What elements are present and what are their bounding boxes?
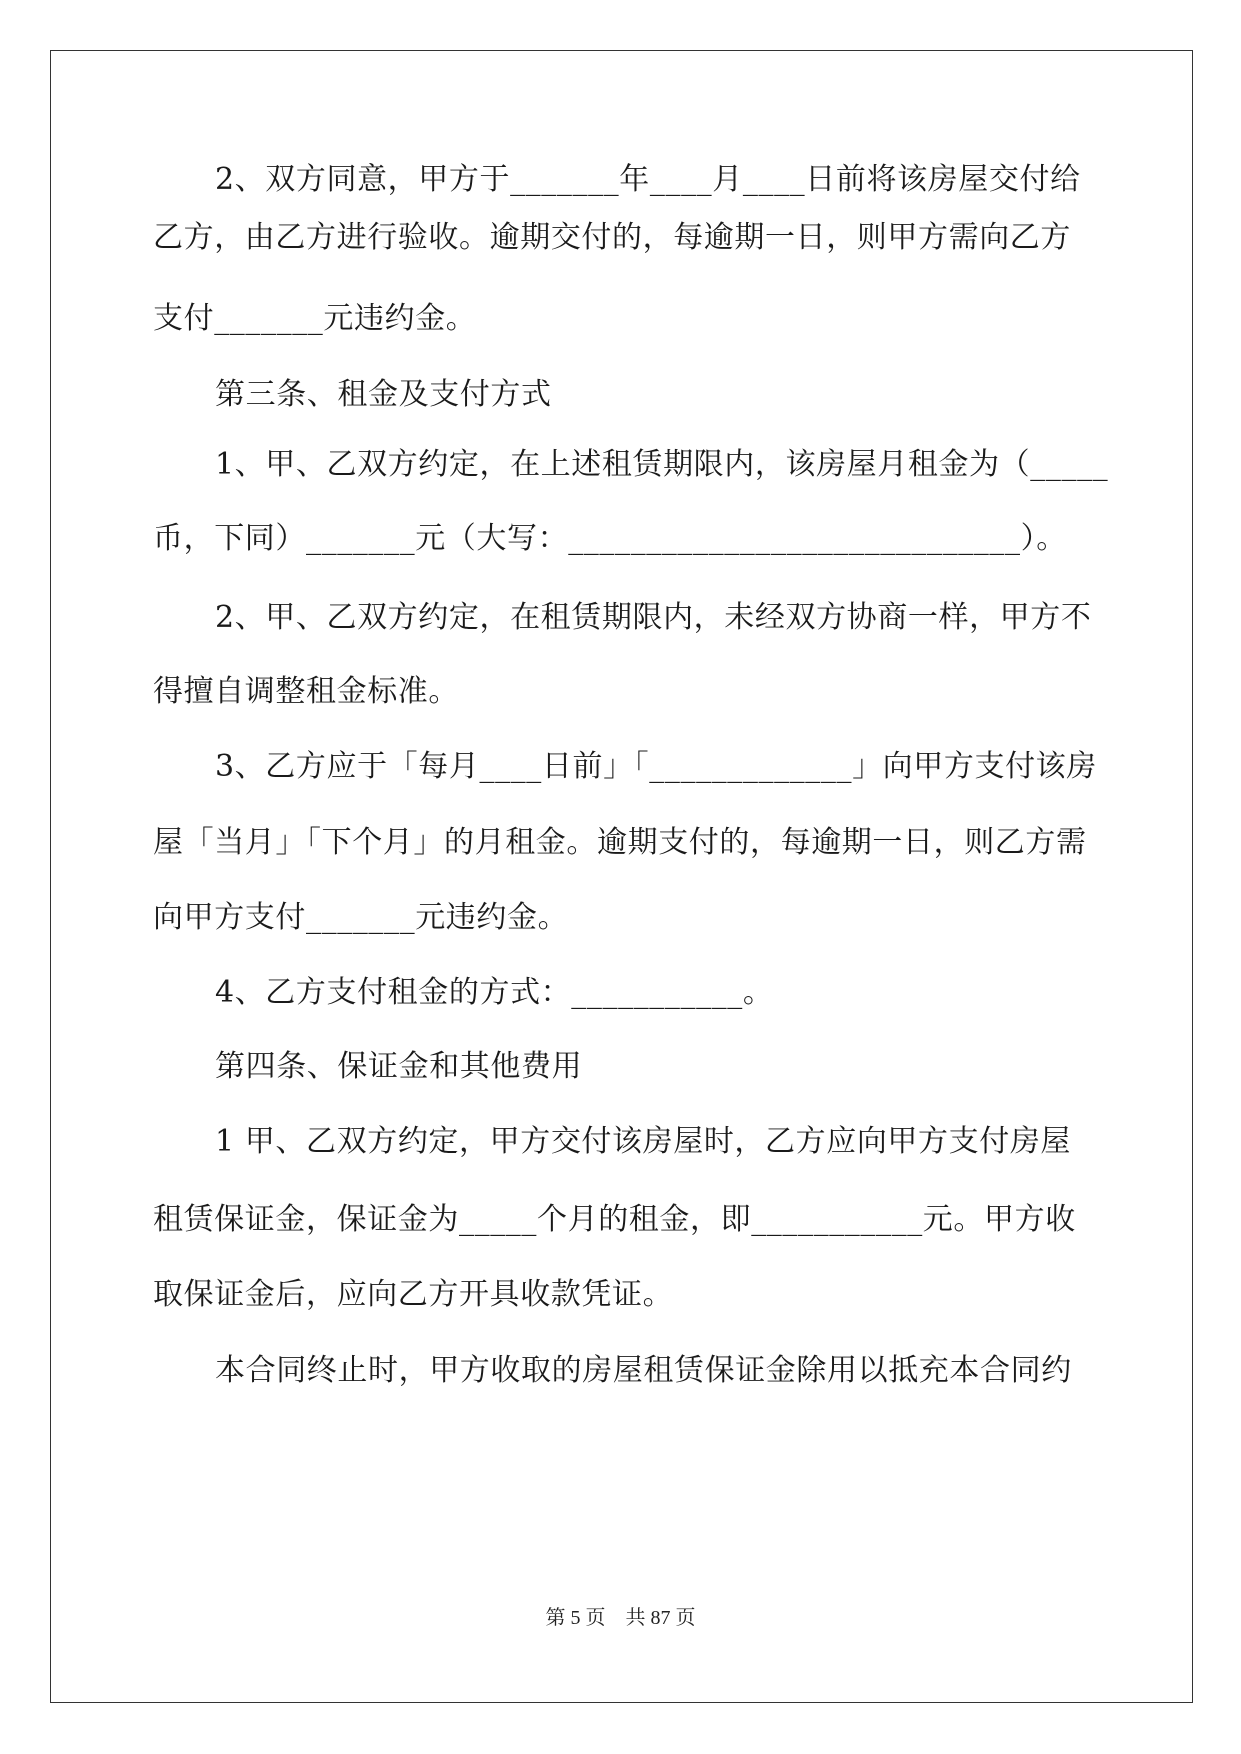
paragraph-line: 屋「当月」「下个月」的月租金。逾期支付的，每逾期一日，则乙方需: [153, 825, 1087, 860]
paragraph-line: 得擅自调整租金标准。: [153, 674, 459, 709]
paragraph-line: 取保证金后，应向乙方开具收款凭证。: [153, 1277, 674, 1312]
paragraph-line: 1、甲、乙双方约定，在上述租赁期限内，该房屋月租金为（_____: [215, 447, 1109, 482]
paragraph-line: 币，下同）_______元（大写：_____________________________）。: [153, 521, 1067, 556]
paragraph-line: 2、甲、乙双方约定，在租赁期限内，未经双方协商一样，甲方不: [215, 600, 1092, 635]
section-heading: 第三条、租金及支付方式: [215, 377, 552, 412]
paragraph-line: 租赁保证金，保证金为_____个月的租金，即___________元。甲方收: [153, 1202, 1076, 1237]
paragraph-line: 2、双方同意，甲方于_______年____月____日前将该房屋交付给: [215, 162, 1081, 197]
paragraph-line: 乙方，由乙方进行验收。逾期交付的，每逾期一日，则甲方需向乙方: [153, 220, 1071, 255]
paragraph-line: 1 甲、乙双方约定，甲方交付该房屋时，乙方应向甲方支付房屋: [215, 1124, 1072, 1159]
section-heading: 第四条、保证金和其他费用: [215, 1049, 583, 1084]
paragraph-line: 支付_______元违约金。: [153, 301, 477, 336]
page-number-footer: 第 5 页 共 87 页: [545, 1607, 696, 1629]
paragraph-line: 3、乙方应于「每月____日前」「_____________」向甲方支付该房: [215, 749, 1097, 784]
paragraph-line: 4、乙方支付租金的方式：___________。: [215, 975, 774, 1010]
paragraph-line: 向甲方支付_______元违约金。: [153, 900, 569, 935]
page-border: [50, 50, 1193, 1703]
paragraph-line: 本合同终止时，甲方收取的房屋租赁保证金除用以抵充本合同约: [215, 1353, 1072, 1388]
